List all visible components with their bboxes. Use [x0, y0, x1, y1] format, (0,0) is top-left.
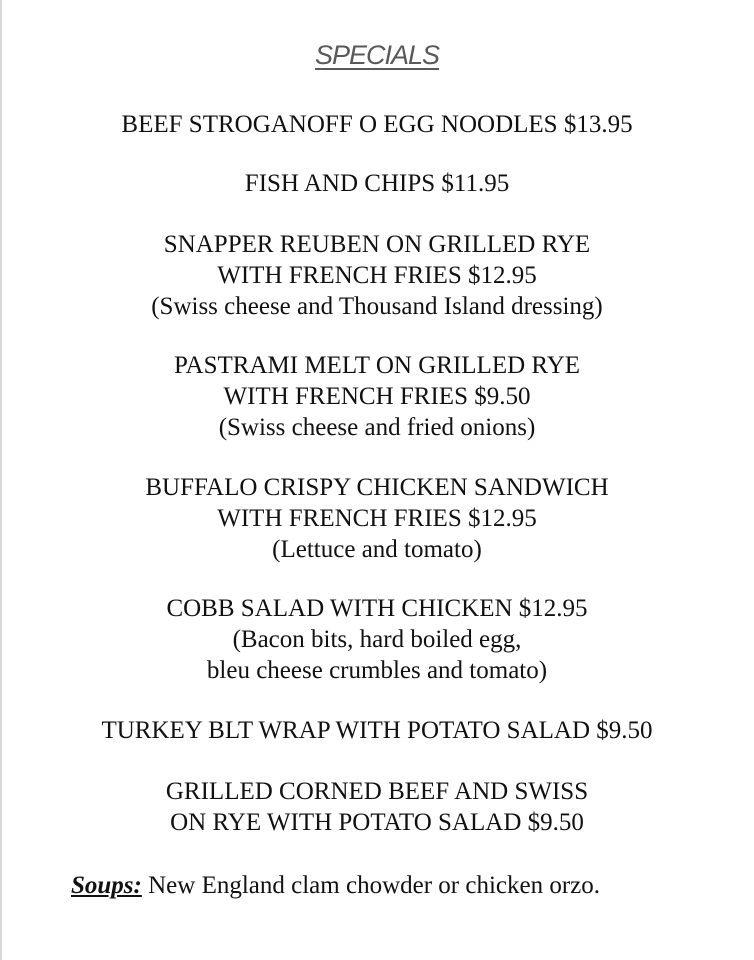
- menu-item-line: PASTRAMI MELT ON GRILLED RYE: [173, 352, 581, 379]
- menu-item-description: (Swiss cheese and Thousand Island dressing): [151, 293, 603, 320]
- soups-label: Soups:: [71, 872, 142, 899]
- soups-text: New England clam chowder or chicken orzo.: [141, 872, 601, 899]
- menu-item-line: COBB SALAD WITH CHICKEN $12.95: [166, 595, 588, 622]
- menu-item-line: GRILLED CORNED BEEF AND SWISS: [165, 778, 589, 805]
- menu-item: [0, 229, 754, 322]
- menu-item-line: TURKEY BLT WRAP WITH POTATO SALAD $9.50: [101, 717, 653, 744]
- soups-line: [71, 870, 600, 901]
- menu-title: SPECIALS: [314, 40, 440, 70]
- menu-item-line: WITH FRENCH FRIES $12.95: [217, 262, 537, 289]
- menu-item-description: (Bacon bits, hard boiled egg,: [232, 626, 522, 653]
- menu-item: [0, 109, 754, 140]
- menu-item: [0, 168, 754, 199]
- menu-item: [0, 715, 754, 746]
- menu-item: [0, 776, 754, 838]
- menu-item-line: BEEF STROGANOFF O EGG NOODLES $13.95: [121, 111, 633, 138]
- menu-item-line: SNAPPER REUBEN ON GRILLED RYE: [163, 231, 591, 258]
- menu-item-line: WITH FRENCH FRIES $12.95: [217, 505, 537, 532]
- menu-item: [0, 472, 754, 565]
- menu-item-line: FISH AND CHIPS $11.95: [244, 170, 510, 197]
- menu-item-description: bleu cheese crumbles and tomato): [206, 657, 548, 684]
- menu-item: [0, 350, 754, 443]
- menu-item-line: BUFFALO CRISPY CHICKEN SANDWICH: [145, 474, 609, 501]
- menu-item-line: WITH FRENCH FRIES $9.50: [223, 383, 531, 410]
- menu-item: [0, 593, 754, 686]
- menu-item-description: (Lettuce and tomato): [272, 536, 482, 563]
- menu-item-description: (Swiss cheese and fried onions): [218, 414, 536, 441]
- menu-item-line: ON RYE WITH POTATO SALAD $9.50: [170, 809, 584, 836]
